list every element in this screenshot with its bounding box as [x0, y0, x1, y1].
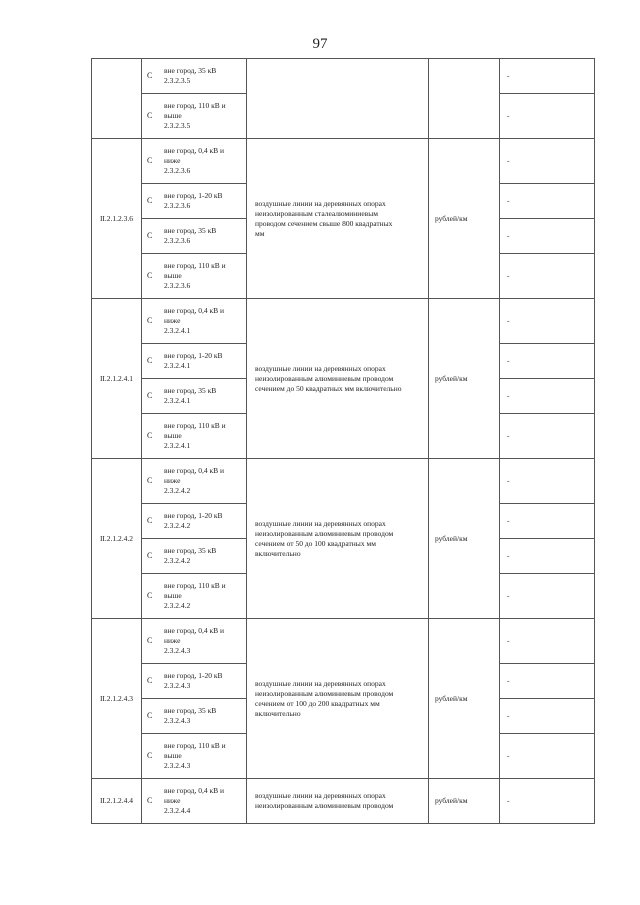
sub-row-cell	[142, 219, 247, 254]
unit-cell: рублей/км	[429, 619, 500, 779]
value-cell: -	[500, 94, 595, 139]
value-cell: -	[500, 219, 595, 254]
sub-row-letter: С	[147, 111, 153, 120]
tariff-table	[91, 58, 595, 824]
sub-row-cell	[142, 699, 247, 734]
sub-row-letter: С	[147, 676, 153, 685]
line-description: воздушные линии на деревянных опорах неизолированным сталеалюминиевым проводом сечением свыше 800 квадратных мм	[247, 139, 429, 299]
sub-row-label: вне город, 0,4 кВ и ниже 2.3.2.4.4	[164, 786, 225, 815]
table-row	[92, 619, 595, 664]
sub-row-label: вне город, 35 кВ 2.3.2.3.5	[164, 66, 217, 85]
sub-row-label: вне город, 35 кВ 2.3.2.4.3	[164, 706, 217, 725]
sub-row-letter: С	[147, 431, 153, 440]
row-code: II.2.1.2.4.4	[92, 779, 142, 824]
value-cell: -	[500, 379, 595, 414]
sub-row-label: вне город, 1-20 кВ 2.3.2.4.3	[164, 671, 223, 690]
value-cell: -	[500, 299, 595, 344]
sub-row-letter: С	[147, 796, 153, 805]
value-cell: -	[500, 619, 595, 664]
sub-row-cell	[142, 94, 247, 139]
sub-row-letter: С	[147, 196, 153, 205]
table-row	[92, 779, 595, 824]
sub-row-cell	[142, 734, 247, 779]
value-cell: -	[500, 574, 595, 619]
value-cell: -	[500, 459, 595, 504]
row-code	[92, 59, 142, 139]
sub-row-label: вне город, 35 кВ 2.3.2.4.2	[164, 546, 217, 565]
value-cell: -	[500, 664, 595, 699]
sub-row-letter: С	[147, 551, 153, 560]
sub-row-label: вне город, 0,4 кВ и ниже 2.3.2.4.1	[164, 306, 225, 335]
sub-row-letter: С	[147, 356, 153, 365]
value-cell: -	[500, 344, 595, 379]
sub-row-cell	[142, 664, 247, 699]
unit-cell	[429, 59, 500, 139]
sub-row-letter: С	[147, 71, 153, 80]
unit-cell: рублей/км	[429, 779, 500, 824]
sub-row-cell	[142, 779, 247, 824]
table-row	[92, 139, 595, 184]
sub-row-label: вне город, 0,4 кВ и ниже 2.3.2.4.2	[164, 466, 225, 495]
line-description	[247, 59, 429, 139]
sub-row-letter: С	[147, 271, 153, 280]
unit-cell: рублей/км	[429, 139, 500, 299]
sub-row-cell	[142, 59, 247, 94]
sub-row-letter: С	[147, 156, 153, 165]
sub-row-label: вне город, 110 кВ и выше 2.3.2.3.6	[164, 261, 226, 290]
sub-row-label: вне город, 0,4 кВ и ниже 2.3.2.3.6	[164, 146, 225, 175]
sub-row-label: вне город, 0,4 кВ и ниже 2.3.2.4.3	[164, 626, 225, 655]
sub-row-label: вне город, 1-20 кВ 2.3.2.4.2	[164, 511, 223, 530]
sub-row-label: вне город, 110 кВ и выше 2.3.2.4.3	[164, 741, 226, 770]
table-body	[92, 59, 595, 824]
unit-cell: рублей/км	[429, 299, 500, 459]
row-code: II.2.1.2.4.3	[92, 619, 142, 779]
line-description: воздушные линии на деревянных опорах неизолированным алюминиевым проводом сечением от 100 до 200 квадратных мм включительно	[247, 619, 429, 779]
sub-row-cell	[142, 184, 247, 219]
sub-row-label: вне город, 110 кВ и выше 2.3.2.4.1	[164, 421, 226, 450]
sub-row-label: вне город, 35 кВ 2.3.2.4.1	[164, 386, 217, 405]
sub-row-cell	[142, 344, 247, 379]
sub-row-cell	[142, 574, 247, 619]
row-code: II.2.1.2.4.2	[92, 459, 142, 619]
value-cell: -	[500, 184, 595, 219]
table-row	[92, 459, 595, 504]
sub-row-letter: С	[147, 476, 153, 485]
sub-row-cell	[142, 254, 247, 299]
sub-row-label: вне город, 1-20 кВ 2.3.2.3.6	[164, 191, 223, 210]
sub-row-cell	[142, 414, 247, 459]
sub-row-letter: С	[147, 591, 153, 600]
sub-row-label: вне город, 110 кВ и выше 2.3.2.4.2	[164, 581, 226, 610]
line-description: воздушные линии на деревянных опорах неизолированным алюминиевым проводом сечением от 50 до 100 квадратных мм включительно	[247, 459, 429, 619]
sub-row-letter: С	[147, 391, 153, 400]
value-cell: -	[500, 779, 595, 824]
unit-cell: рублей/км	[429, 459, 500, 619]
table-row	[92, 59, 595, 94]
page-number: 97	[312, 36, 328, 52]
value-cell: -	[500, 539, 595, 574]
row-code: II.2.1.2.3.6	[92, 139, 142, 299]
sub-row-letter: С	[147, 316, 153, 325]
sub-row-cell	[142, 299, 247, 344]
sub-row-cell	[142, 379, 247, 414]
line-description: воздушные линии на деревянных опорах неизолированным алюминиевым проводом сечением до 50 квадратных мм включительно	[247, 299, 429, 459]
sub-row-label: вне город, 1-20 кВ 2.3.2.4.1	[164, 351, 223, 370]
value-cell: -	[500, 414, 595, 459]
sub-row-letter: С	[147, 516, 153, 525]
sub-row-label: вне город, 110 кВ и выше 2.3.2.3.5	[164, 101, 226, 130]
value-cell: -	[500, 504, 595, 539]
table-row	[92, 299, 595, 344]
line-description: воздушные линии на деревянных опорах неизолированным алюминиевым проводом	[247, 779, 429, 824]
sub-row-letter: С	[147, 636, 153, 645]
sub-row-cell	[142, 504, 247, 539]
row-code: II.2.1.2.4.1	[92, 299, 142, 459]
sub-row-cell	[142, 459, 247, 504]
value-cell: -	[500, 734, 595, 779]
sub-row-letter: С	[147, 711, 153, 720]
sub-row-letter: С	[147, 231, 153, 240]
value-cell: -	[500, 59, 595, 94]
sub-row-label: вне город, 35 кВ 2.3.2.3.6	[164, 226, 217, 245]
sub-row-cell	[142, 139, 247, 184]
value-cell: -	[500, 139, 595, 184]
sub-row-cell	[142, 539, 247, 574]
value-cell: -	[500, 699, 595, 734]
value-cell: -	[500, 254, 595, 299]
sub-row-letter: С	[147, 751, 153, 760]
sub-row-cell	[142, 619, 247, 664]
